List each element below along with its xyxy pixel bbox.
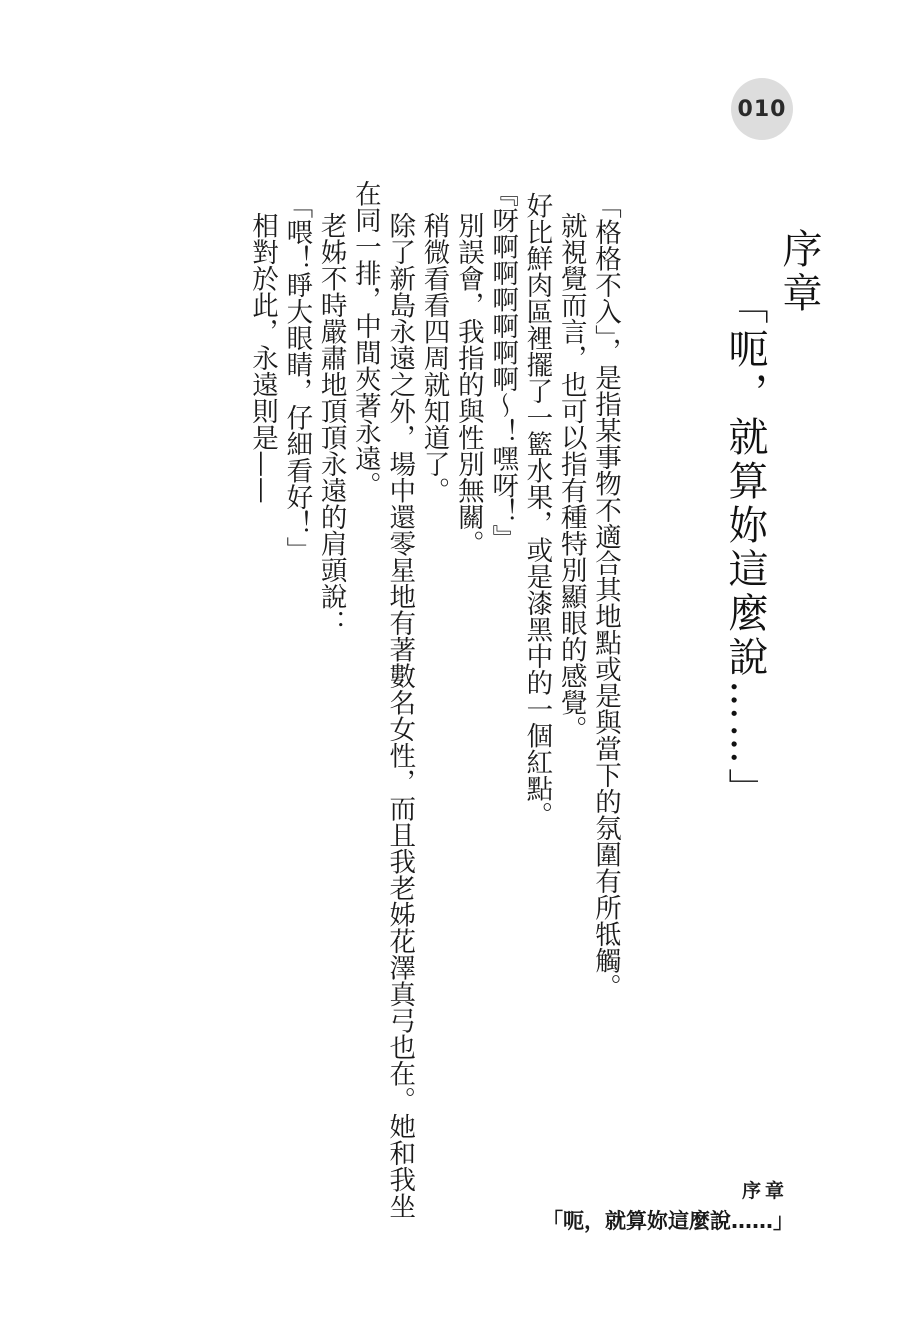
- running-head-chapter: 序章: [741, 1180, 788, 1202]
- chapter-heading: [718, 228, 826, 828]
- paragraph: 稍微看看四周就知道了。: [418, 212, 450, 504]
- paragraph: 別誤會，我指的與性別無關。: [452, 212, 484, 557]
- paragraph: 「喂！睜大眼睛，仔細看好！」: [281, 192, 313, 563]
- paragraph: 除了新島永遠之外，場中還零星地有著數名女性，而且我老姊花澤真弓也在。她和我坐: [384, 212, 416, 1219]
- body-text: [245, 180, 622, 1219]
- running-head: [542, 1178, 794, 1236]
- paragraph: 相對於此，永遠則是——: [247, 212, 279, 504]
- paragraph: 『呀啊啊啊啊啊啊～！嘿呀！』: [487, 180, 519, 551]
- running-head-title: 「呃，就算妳這麼說……」: [542, 1209, 794, 1233]
- chapter-label: 序章: [776, 228, 822, 316]
- paragraph: 在同一排，中間夾著永遠。: [349, 180, 381, 498]
- paragraph: 就視覺而言，也可以指有種特別顯眼的感覺。: [555, 212, 587, 742]
- paragraph: 好比鮮肉區裡擺了一籃水果，或是漆黑中的一個紅點。: [521, 192, 553, 828]
- chapter-title: 「呃，就算妳這麼說……」: [722, 284, 768, 812]
- paragraph: 「格格不入」，是指某事物不適合其地點或是與當下的氛圍有所牴觸。: [590, 192, 621, 1001]
- page-number: 010: [731, 78, 793, 140]
- paragraph: 老姊不時嚴肅地頂頂永遠的肩頭說：: [315, 212, 347, 636]
